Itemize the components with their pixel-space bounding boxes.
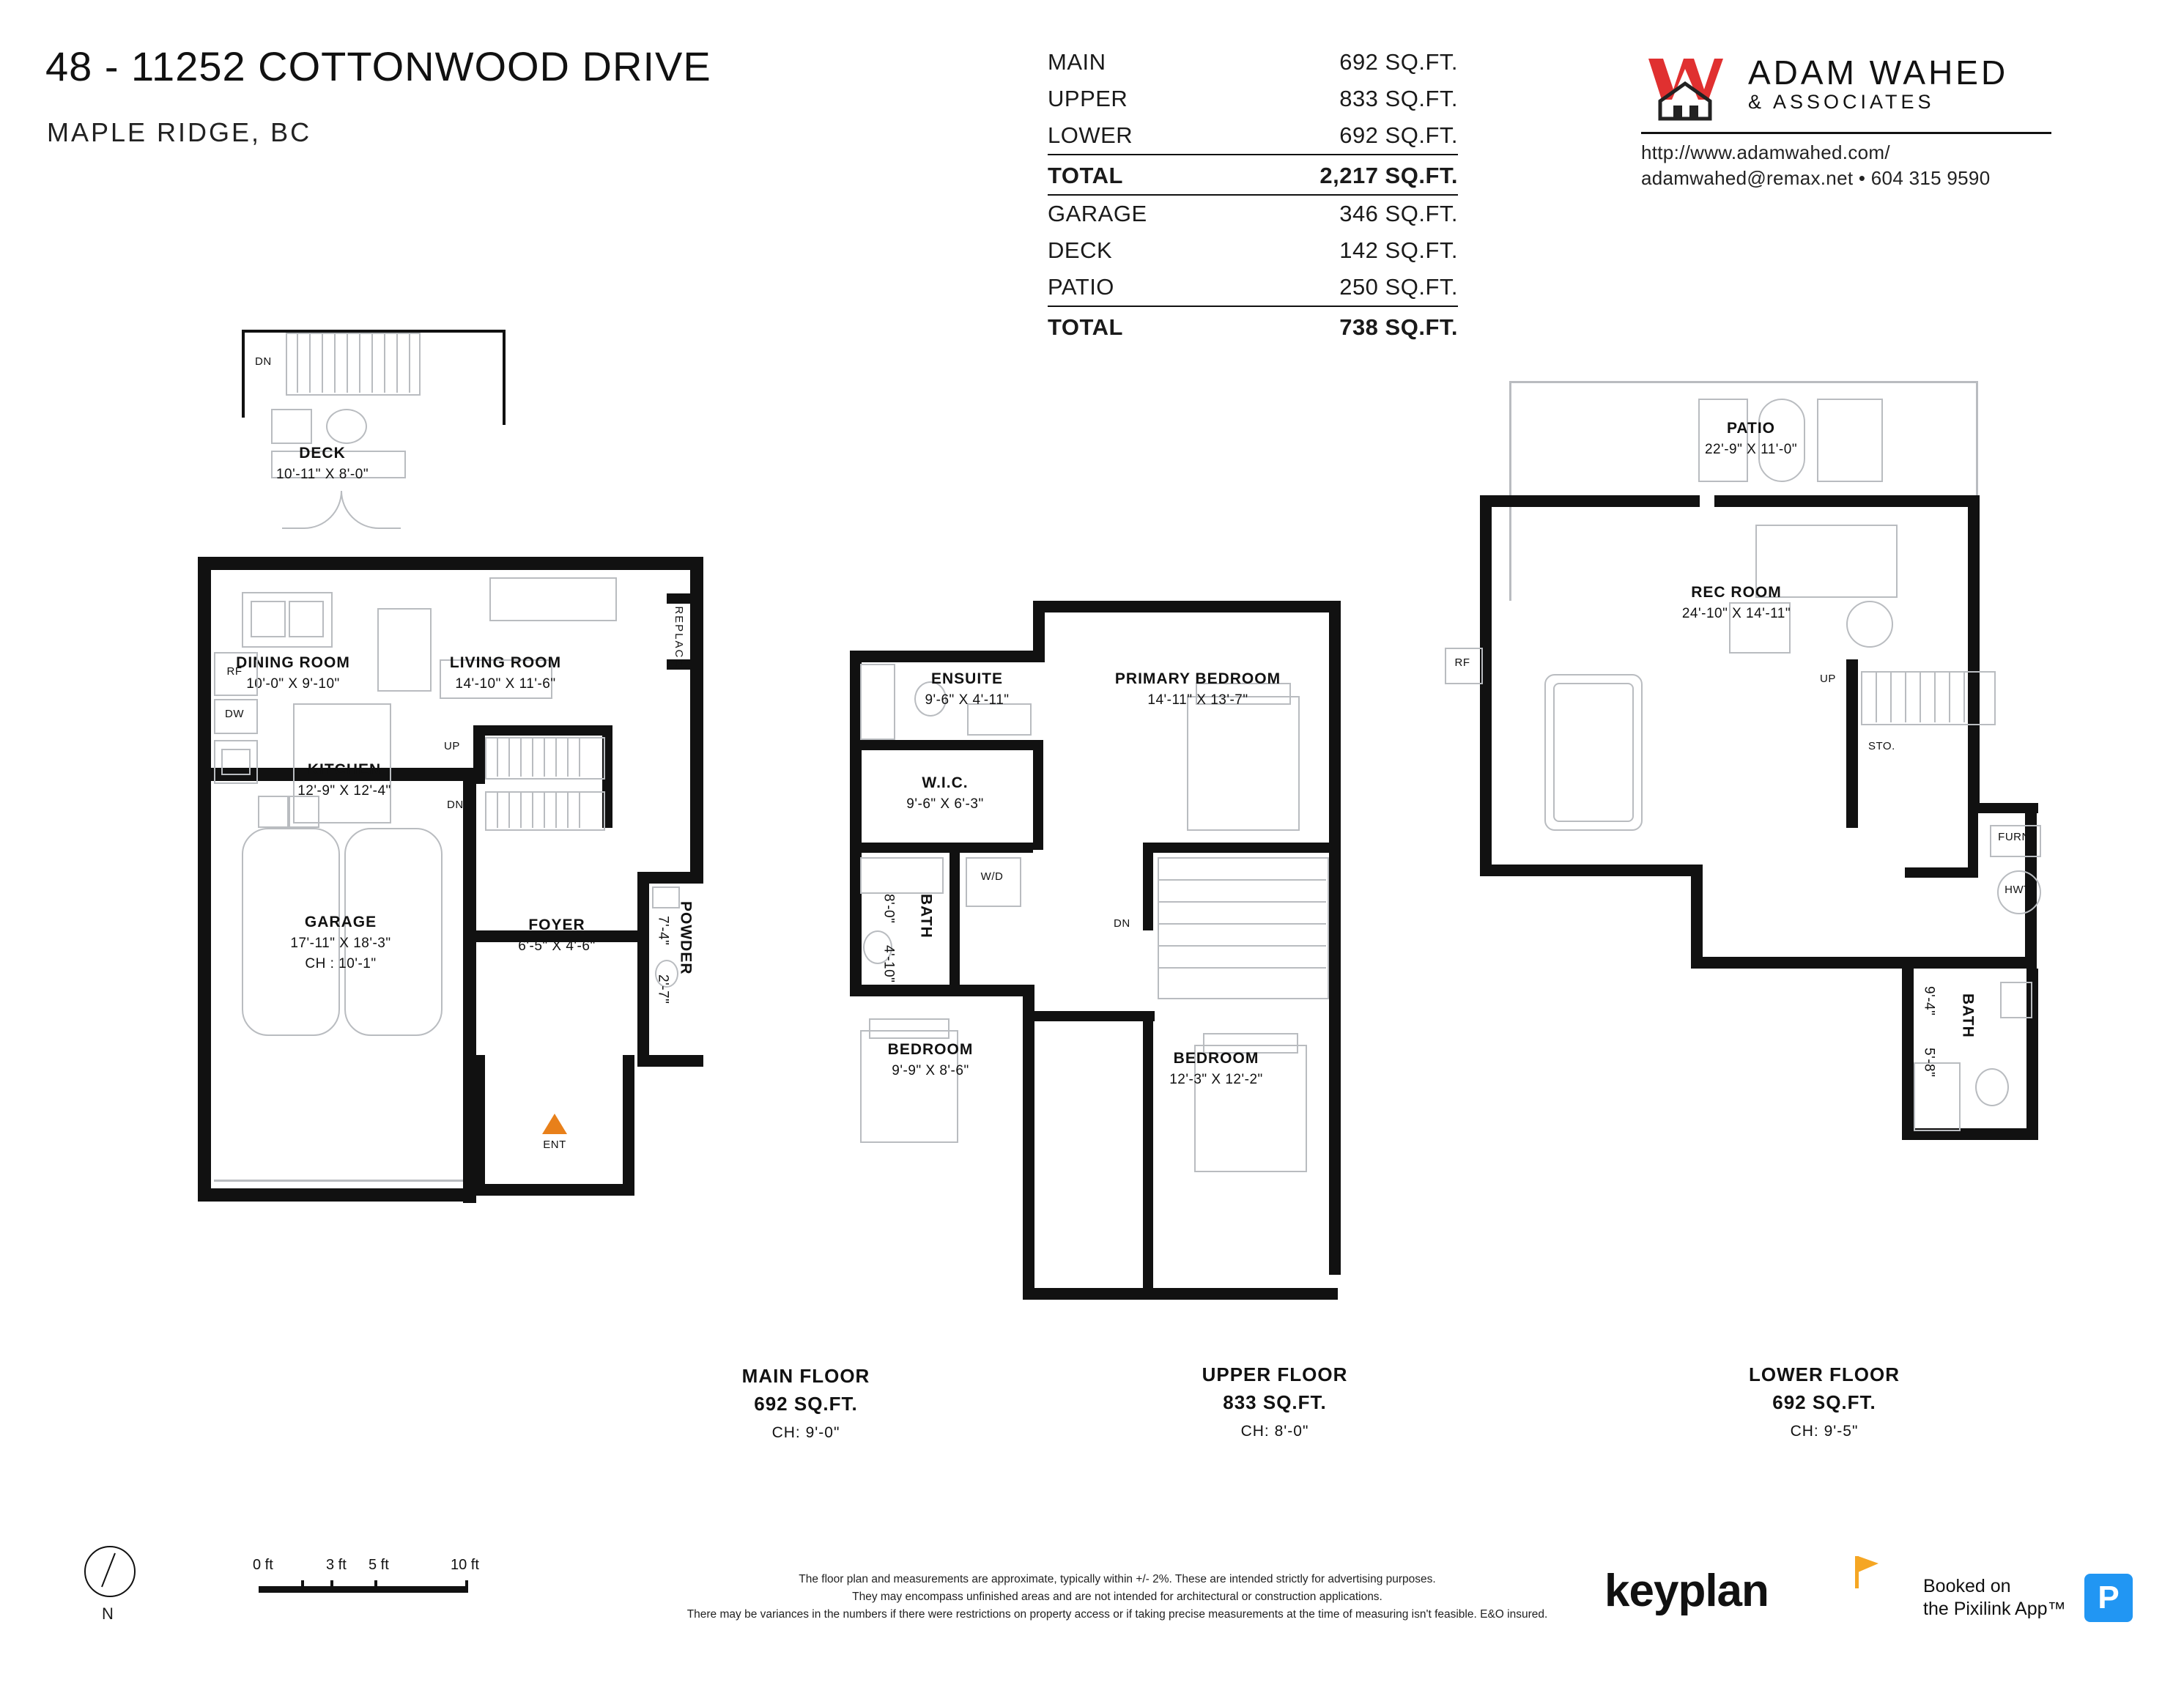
bedroom-2-label: BEDROOM	[887, 1041, 974, 1058]
main-floor-name: MAIN FLOOR	[741, 1365, 870, 1387]
booked-on-text	[1923, 1575, 2066, 1621]
area-value: 142 SQ.FT.	[1339, 237, 1458, 263]
upper-floor-ch: CH: 8'-0"	[1240, 1423, 1309, 1440]
rec-room-dim: 24'-10" X 14'-11"	[1681, 606, 1791, 621]
lower-floor-name: LOWER FLOOR	[1749, 1363, 1900, 1385]
area-label: GARAGE	[1048, 201, 1147, 226]
lower-bath-label: BATH	[1959, 993, 1977, 1038]
powder-label: POWDER	[677, 901, 695, 975]
living-room-dim: 14'-10" X 11'-6"	[455, 676, 556, 692]
brand-name: ADAM WAHED	[1748, 53, 2009, 92]
scale-tick-0: 0 ft	[253, 1557, 273, 1573]
rf-label: RF	[226, 665, 243, 678]
bedroom-2-dim: 9'-9" X 8'-6"	[892, 1063, 969, 1078]
fireplace-label: FIREPLACE	[673, 593, 685, 668]
wd-label: W/D	[980, 870, 1004, 883]
bath-dim1: 8'-0"	[881, 894, 897, 924]
area-label: DECK	[1048, 237, 1113, 263]
ensuite-label: ENSUITE	[930, 670, 1003, 687]
scale-tick-3: 10 ft	[451, 1557, 479, 1573]
area-total-value: 2,217 SQ.FT.	[1219, 155, 1458, 195]
foyer-dim: 6'-5" X 4'-6"	[518, 939, 596, 954]
area-value: 346 SQ.FT.	[1339, 201, 1458, 226]
bath-dim2: 4'-10"	[881, 945, 897, 983]
keyplan-logo: keyplan	[1604, 1566, 1769, 1616]
hwt-label: HWT	[2005, 884, 2031, 896]
upper-floor-caption	[1128, 1361, 1421, 1444]
patio-dim: 22'-9" X 11'-0"	[1704, 442, 1798, 457]
kitchen-label: KITCHEN	[307, 761, 382, 778]
area-label: MAIN	[1048, 49, 1106, 75]
compass	[84, 1546, 150, 1634]
booked-line-2: the Pixilink App™	[1923, 1599, 2066, 1620]
upper-floor-plan	[835, 601, 1377, 1333]
brand-website[interactable]: http://www.adamwahed.com/	[1641, 141, 1890, 163]
lower-bath-dim2: 5'-8"	[1921, 1048, 1937, 1078]
disclaimer-line-3: There may be variances in the numbers if there were restrictions on property access or if taking precise measurements at the time of measuring isn't feasible. E&O insured.	[686, 1608, 1548, 1621]
bedroom-3-dim: 12'-3" X 12'-2"	[1169, 1072, 1263, 1087]
main-floor-area: 692 SQ.FT.	[754, 1392, 858, 1415]
foyer-label: FOYER	[528, 917, 585, 933]
lower-floor-plan	[1436, 366, 2031, 1333]
main-floor-ch: CH: 9'-0"	[771, 1424, 840, 1442]
lower-floor-caption	[1678, 1361, 1971, 1444]
garage-ch: CH : 10'-1"	[305, 956, 377, 971]
upper-floor-area: 833 SQ.FT.	[1223, 1391, 1327, 1413]
brand-divider	[1641, 132, 2051, 134]
powder-dim1: 7'-4"	[655, 916, 671, 946]
bedroom-3-label: BEDROOM	[1173, 1050, 1259, 1067]
scale-tick-1: 3 ft	[326, 1557, 347, 1573]
brand-block	[1641, 44, 2110, 191]
living-room-label: LIVING ROOM	[449, 654, 562, 671]
disclaimer-line-1: The floor plan and measurements are approximate, typically within +/- 2%. These are intended strictly for advertising purposes.	[799, 1573, 1436, 1585]
area-value: 692 SQ.FT.	[1339, 49, 1458, 75]
entry-arrow-icon	[542, 1114, 567, 1134]
deck-dn-label: DN	[255, 355, 272, 368]
brand-contact: adamwahed@remax.net • 604 315 9590	[1641, 167, 1991, 190]
garage-dim: 17'-11" X 18'-3"	[290, 936, 391, 951]
kitchen-dim: 12'-9" X 12'-4"	[297, 783, 391, 799]
main-floor-plan	[198, 315, 733, 1458]
lower-bath-dim1: 9'-4"	[1921, 986, 1937, 1016]
garage-label: GARAGE	[304, 914, 377, 930]
sto-label: STO.	[1868, 740, 1895, 752]
pixilink-icon: P	[2084, 1574, 2133, 1622]
lower-floor-area: 692 SQ.FT.	[1772, 1391, 1876, 1413]
page-title: 48 - 11252 COTTONWOOD DRIVE	[45, 43, 711, 89]
patio-label: PATIO	[1726, 420, 1776, 437]
compass-north-label: N	[102, 1604, 114, 1623]
disclaimer	[663, 1571, 1572, 1624]
bath-label: BATH	[917, 894, 935, 939]
area-value: 833 SQ.FT.	[1339, 86, 1458, 111]
area-label: PATIO	[1048, 269, 1219, 306]
dining-room-dim: 10'-0" X 9'-10"	[246, 676, 340, 692]
deck-dim: 10'-11" X 8'-0"	[275, 467, 369, 482]
wic-dim: 9'-6" X 6'-3"	[906, 796, 984, 812]
lower-rf-label: RF	[1454, 656, 1470, 669]
lower-up-label: UP	[1820, 673, 1836, 685]
main-floor-caption	[659, 1363, 952, 1445]
booked-line-1: Booked on	[1923, 1576, 2011, 1596]
upper-dn-label: DN	[1114, 917, 1130, 930]
area-label: LOWER	[1048, 117, 1219, 155]
furn-label: FURN	[1998, 831, 2030, 843]
page-subtitle: MAPLE RIDGE, BC	[47, 117, 312, 147]
ensuite-dim: 9'-6" X 4'-11"	[925, 692, 1010, 708]
brand-sub: & ASSOCIATES	[1748, 90, 1935, 113]
disclaimer-line-2: They may encompass unfinished areas and are not intended for architectural or construction applications.	[852, 1591, 1382, 1604]
lower-floor-ch: CH: 9'-5"	[1790, 1423, 1859, 1440]
area-value: 250 SQ.FT.	[1219, 269, 1458, 306]
dining-room-label: DINING ROOM	[236, 654, 350, 671]
wic-label: W.I.C.	[922, 774, 969, 791]
scale-bar	[253, 1557, 517, 1596]
area-total-label: TOTAL	[1048, 314, 1123, 340]
primary-bedroom-label: PRIMARY BEDROOM	[1114, 670, 1281, 687]
powder-dim2: 2'-7"	[655, 974, 671, 1004]
area-label: UPPER	[1048, 86, 1128, 111]
dw-label: DW	[225, 708, 244, 720]
rec-room-label: REC ROOM	[1691, 584, 1782, 601]
area-total-label: TOTAL	[1048, 155, 1219, 195]
logo-icon	[1641, 44, 1729, 125]
ent-label: ENT	[543, 1139, 566, 1151]
area-value: 692 SQ.FT.	[1219, 117, 1458, 155]
keyplan-flag-icon	[1854, 1553, 1883, 1590]
deck-label: DECK	[299, 445, 346, 462]
area-total-value: 738 SQ.FT.	[1339, 314, 1458, 340]
up-label: UP	[444, 740, 460, 752]
scale-tick-2: 5 ft	[369, 1557, 389, 1573]
upper-floor-name: UPPER FLOOR	[1202, 1363, 1348, 1385]
area-summary-table	[1048, 44, 1458, 346]
dn-stairs-label: DN	[447, 799, 464, 811]
compass-needle-icon	[84, 1546, 133, 1594]
primary-bedroom-dim: 14'-11" X 13'-7"	[1147, 692, 1248, 708]
